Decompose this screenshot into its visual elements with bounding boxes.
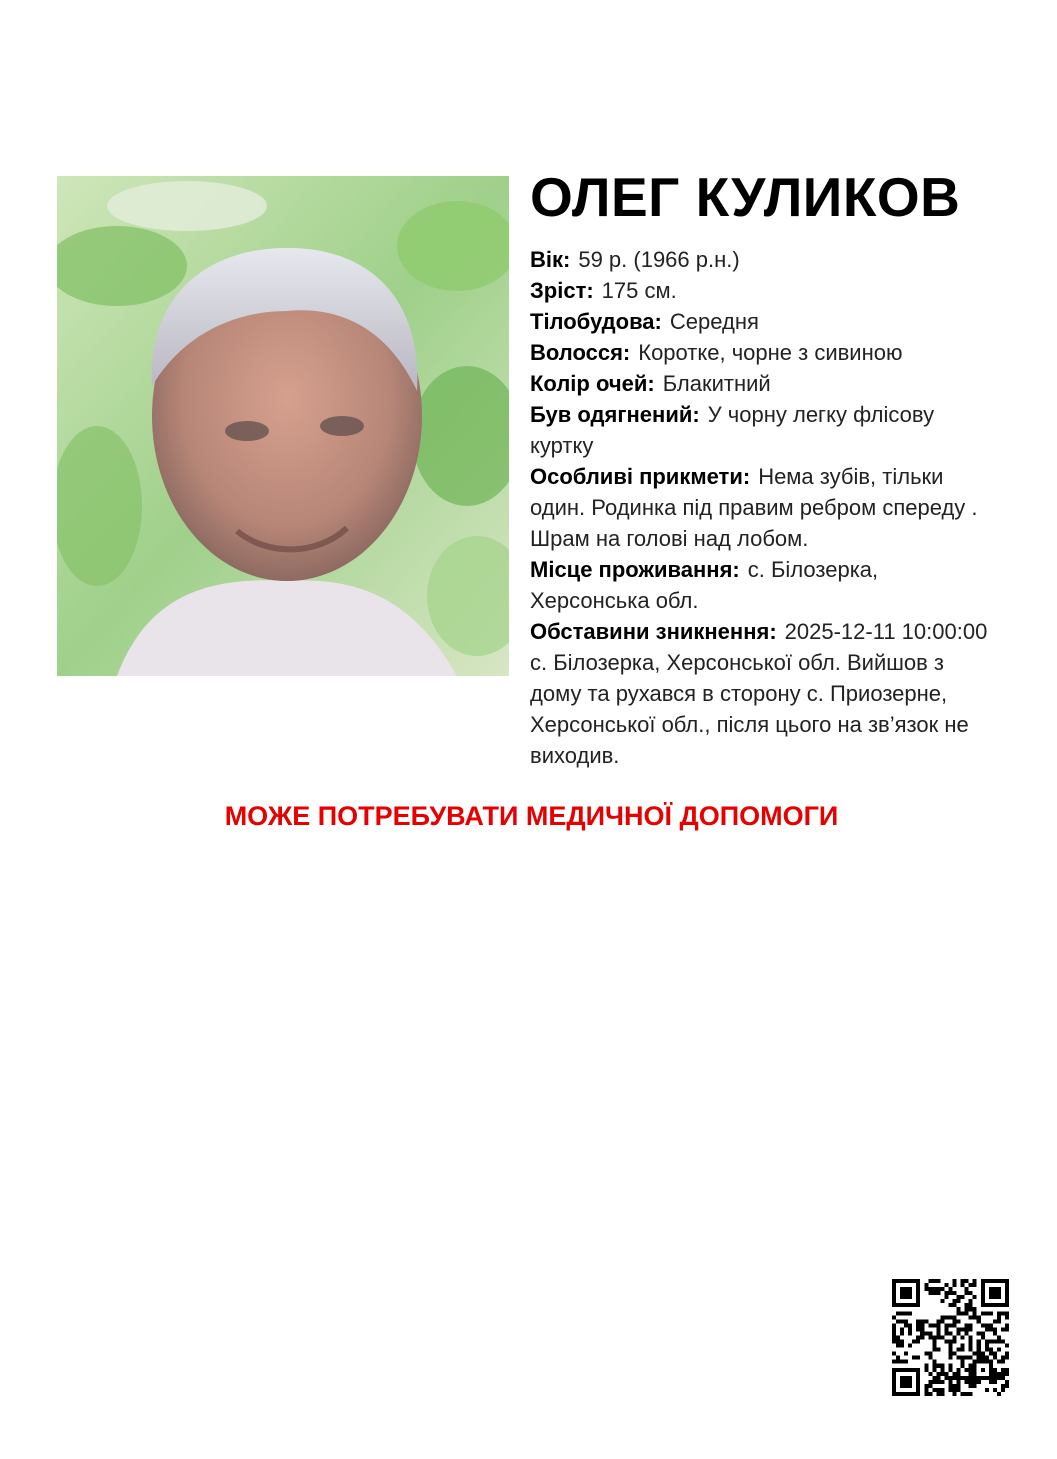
detail-clothing [530, 399, 1000, 461]
detail-value: 175 см. [601, 278, 677, 303]
missing-person-photo [57, 176, 509, 676]
detail-hair [530, 337, 1000, 368]
detail-value: Середня [669, 309, 759, 334]
qr-code-icon [892, 1279, 1009, 1396]
detail-build [530, 306, 1000, 337]
detail-eye-color [530, 368, 1000, 399]
detail-value: 2025-12-11 10:00:00 с. Білозерка, Херсонської обл. Вийшов з дому та рухався в сторону с. Приозерне, Херсонської обл., після цього на зв’язок не виходив. [530, 619, 988, 768]
detail-circumstances [530, 616, 1000, 771]
person-details [530, 244, 1000, 771]
detail-value: 59 р. (1966 р.н.) [578, 247, 740, 272]
detail-label: Особливі прикмети: [530, 464, 751, 489]
detail-height [530, 275, 1000, 306]
detail-value: Блакитний [662, 371, 771, 396]
portrait-image [57, 176, 509, 676]
detail-label: Тілобудова: [530, 309, 662, 334]
detail-age [530, 244, 1000, 275]
qr-code[interactable] [892, 1279, 1009, 1396]
detail-value: У чорну легку флісову куртку [530, 402, 935, 458]
detail-label: Колір очей: [530, 371, 655, 396]
detail-label: Місце проживання: [530, 557, 740, 582]
detail-label: Вік: [530, 247, 571, 272]
detail-distinguishing-marks [530, 461, 1000, 554]
detail-label: Був одягнений: [530, 402, 700, 427]
medical-warning: МОЖЕ ПОТРЕБУВАТИ МЕДИЧНОЇ ДОПОМОГИ [224, 801, 839, 831]
detail-label: Зріст: [530, 278, 594, 303]
detail-label: Волосся: [530, 340, 631, 365]
detail-label: Обставини зникнення: [530, 619, 777, 644]
person-name: ОЛЕГ КУЛИКОВ [530, 166, 961, 228]
detail-value: Коротке, чорне з сивиною [638, 340, 903, 365]
detail-value: с. Білозерка, Херсонська обл. [530, 557, 879, 613]
detail-residence [530, 554, 1000, 616]
detail-value: Нема зубів, тільки один. Родинка під правим ребром спереду . Шрам на голові над лобом. [530, 464, 978, 551]
